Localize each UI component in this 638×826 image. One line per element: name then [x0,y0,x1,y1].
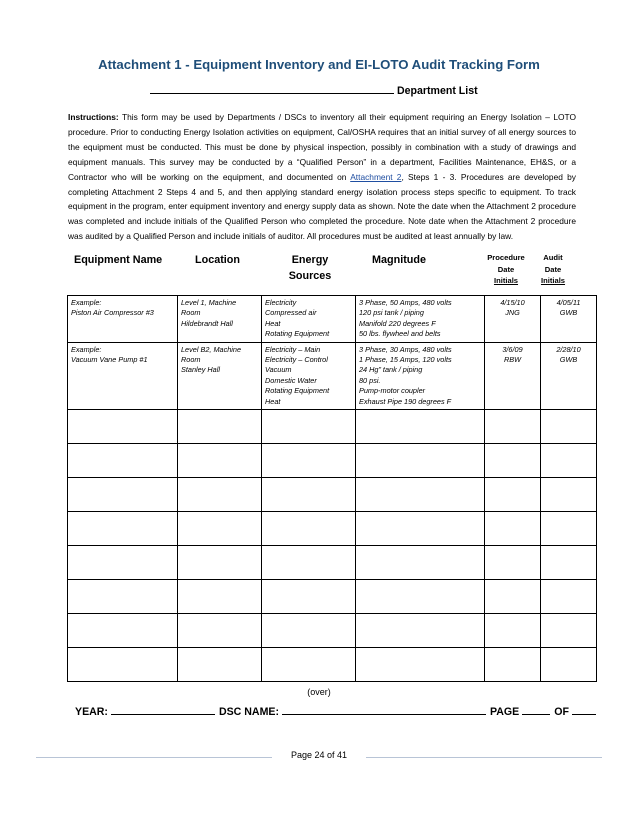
header-energy-line2: Sources [288,270,332,282]
procedure-date-initials-input-cell[interactable] [485,614,541,648]
magnitude-line: Pump-motor coupler [359,386,426,396]
procedure-date-initials-input-cell[interactable] [485,410,541,444]
footer-rule-right [366,757,602,758]
header-energy-sources [270,252,350,284]
audit-date-initials-input-cell[interactable] [541,614,597,648]
procedure-date-initials-line: RBW [503,355,522,365]
equipment-name-line: Example: [71,344,102,354]
audit-date-initials-input-cell[interactable] [541,512,597,546]
location-line: Hildebrandt Hall [181,318,233,328]
location-input-cell[interactable] [178,512,262,546]
page-number: Page 24 of 41 [290,750,348,760]
instructions-text-b: , Steps 1 - 3. Procedures are developed by completing Attachment 2 Steps 4 and 5, and then applying standard energy isolation process steps specific to equipment. To track equipment in the program, enter equipment inventory and energy supply data as shown. Note the date when the Attachment 2 procedure was completed and include initials of the Qualified Person who completed the procedure. Note date when the Attachment 2 procedure was audited by a Qualified Person and include initials of auditor. All procedures must be audited at least annually by law. [68,171,576,242]
year-label: YEAR: [75,706,108,718]
magnitude-input-cell[interactable] [356,580,485,614]
energy-sources-cell [262,342,356,409]
inventory-table [67,295,597,682]
location-line: Room [181,308,201,318]
magnitude-line: 24 Hg” tank / piping [359,365,423,375]
location-line: Stanley Hall [181,365,220,375]
dsc-name-label: DSC NAME: [218,706,279,718]
equipment-name-input-cell[interactable] [68,580,178,614]
header-magnitude: Magnitude [372,254,426,266]
location-input-cell[interactable] [178,648,262,682]
header-procedure-line3: Initials [493,276,519,285]
header-audit-line2: Date [544,264,562,274]
procedure-date-initials-input-cell[interactable] [485,444,541,478]
equipment-name-input-cell[interactable] [68,444,178,478]
location-input-cell[interactable] [178,580,262,614]
energy-sources-line: Domestic Water [265,375,317,385]
audit-date-initials-line: 2/28/10 [556,344,581,354]
location-cell [178,342,262,409]
location-input-cell[interactable] [178,410,262,444]
blank-row [68,648,597,682]
audit-date-initials-input-cell[interactable] [541,546,597,580]
attachment-2-link[interactable]: Attachment 2 [350,171,402,182]
equipment-name-line: Vacuum Vane Pump #1 [71,355,148,365]
energy-sources-input-cell[interactable] [262,648,356,682]
energy-sources-line: Electricity [265,298,297,307]
audit-date-initials-line: GWB [559,308,578,318]
year-blank[interactable] [111,705,215,715]
procedure-date-initials-line: JNG [505,308,520,318]
procedure-date-initials-line: 3/6/09 [502,344,523,354]
procedure-date-initials-line: 4/15/10 [500,298,525,307]
department-blank[interactable] [150,84,394,94]
energy-sources-input-cell[interactable] [262,512,356,546]
header-location: Location [195,254,240,266]
procedure-date-initials-cell [485,342,541,409]
audit-date-initials-line: 4/05/11 [556,298,581,307]
energy-sources-line: Heat [265,396,281,406]
energy-sources-line: Electricity – Control [265,355,328,365]
equipment-name-input-cell[interactable] [68,478,178,512]
equipment-name-cell [68,296,178,343]
example-row [68,296,597,343]
equipment-name-input-cell[interactable] [68,614,178,648]
of-label: OF [554,706,569,718]
location-input-cell[interactable] [178,614,262,648]
procedure-date-initials-input-cell[interactable] [485,580,541,614]
magnitude-line: 120 psi tank / piping [359,308,424,318]
magnitude-input-cell[interactable] [356,614,485,648]
audit-date-initials-input-cell[interactable] [541,444,597,478]
magnitude-line: Manifold 220 degrees F [359,318,436,328]
audit-date-initials-input-cell[interactable] [541,478,597,512]
blank-row [68,580,597,614]
equipment-name-cell [68,342,178,409]
magnitude-input-cell[interactable] [356,648,485,682]
location-cell [178,296,262,343]
header-audit [535,252,571,287]
audit-date-initials-cell [541,342,597,409]
procedure-date-initials-input-cell[interactable] [485,546,541,580]
energy-sources-input-cell[interactable] [262,444,356,478]
of-blank[interactable] [572,705,596,715]
audit-date-initials-line: GWB [559,355,578,365]
energy-sources-input-cell[interactable] [262,478,356,512]
magnitude-input-cell[interactable] [356,444,485,478]
equipment-name-line: Piston Air Compressor #3 [71,308,154,318]
header-energy-line1: Energy [291,254,329,266]
location-line: Level 1, Machine [181,298,237,307]
magnitude-line: Exhaust Pipe 190 degrees F [359,396,452,406]
header-procedure [476,252,536,287]
procedure-date-initials-input-cell[interactable] [485,648,541,682]
dsc-name-blank[interactable] [282,705,486,715]
equipment-name-input-cell[interactable] [68,648,178,682]
magnitude-input-cell[interactable] [356,546,485,580]
magnitude-line: 50 lbs. flywheel and belts [359,329,441,339]
energy-sources-line: Heat [265,318,281,328]
footer-fields [75,705,600,718]
header-procedure-line2: Date [497,264,515,274]
magnitude-input-cell[interactable] [356,478,485,512]
magnitude-input-cell[interactable] [356,410,485,444]
energy-sources-input-cell[interactable] [262,546,356,580]
magnitude-cell [356,296,485,343]
page-blank[interactable] [522,705,550,715]
location-input-cell[interactable] [178,478,262,512]
location-line: Level B2, Machine [181,344,242,354]
energy-sources-input-cell[interactable] [262,580,356,614]
audit-date-initials-input-cell[interactable] [541,410,597,444]
example-row [68,342,597,409]
blank-row [68,410,597,444]
equipment-name-input-cell[interactable] [68,512,178,546]
equipment-name-line: Example: [71,298,102,307]
instructions-text-a: This form may be used by Departments / DSCs to inventory all their equipment requiring an Energy Isolation – LOTO procedure. Prior to conducting Energy Isolation activities on equipment, Cal/OSHA requires that an initial survey of all energy sources to the equipment must be conducted. This must be done by physical inspection, possibly in combination with a study of drawings and equipment manuals. This survey may be conducted by a “Qualified Person” in a department, Facilities Maintenance, EH&S, or a Contractor who will be working on the equipment, and documented on [68,112,576,182]
location-line: Room [181,355,201,365]
header-audit-line3: Initials [540,276,566,285]
page-label: PAGE [490,706,520,718]
header-audit-line1: Audit [543,253,563,262]
energy-sources-line: Rotating Equipment [265,386,330,396]
blank-row [68,546,597,580]
location-input-cell[interactable] [178,444,262,478]
equipment-name-input-cell[interactable] [68,546,178,580]
department-line [150,84,478,97]
location-input-cell[interactable] [178,546,262,580]
magnitude-cell [356,342,485,409]
department-label: Department List [397,85,478,97]
instructions-paragraph [68,110,576,244]
header-equipment-name: Equipment Name [74,254,163,266]
magnitude-line: 3 Phase, 50 Amps, 480 volts [359,298,452,307]
blank-row [68,614,597,648]
blank-row [68,444,597,478]
procedure-date-initials-input-cell[interactable] [485,512,541,546]
energy-sources-line: Compressed air [265,308,317,318]
magnitude-line: 1 Phase, 15 Amps, 120 volts [359,355,452,365]
magnitude-line: 80 psi. [359,375,381,385]
over-note: (over) [307,687,331,697]
blank-row [68,478,597,512]
header-procedure-line1: Procedure [487,253,525,262]
magnitude-line: 3 Phase, 30 Amps, 480 volts [359,344,452,354]
procedure-date-initials-input-cell[interactable] [485,478,541,512]
instructions-label: Instructions: [68,112,119,122]
energy-sources-line: Vacuum [265,365,292,375]
equipment-name-input-cell[interactable] [68,410,178,444]
audit-date-initials-input-cell[interactable] [541,648,597,682]
energy-sources-cell [262,296,356,343]
energy-sources-input-cell[interactable] [262,614,356,648]
form-title: Attachment 1 - Equipment Inventory and EI-LOTO Audit Tracking Form [98,57,540,72]
audit-date-initials-input-cell[interactable] [541,580,597,614]
procedure-date-initials-cell [485,296,541,343]
audit-date-initials-cell [541,296,597,343]
magnitude-input-cell[interactable] [356,512,485,546]
energy-sources-line: Rotating Equipment [265,329,330,339]
energy-sources-input-cell[interactable] [262,410,356,444]
blank-row [68,512,597,546]
energy-sources-line: Electricity – Main [265,344,321,354]
